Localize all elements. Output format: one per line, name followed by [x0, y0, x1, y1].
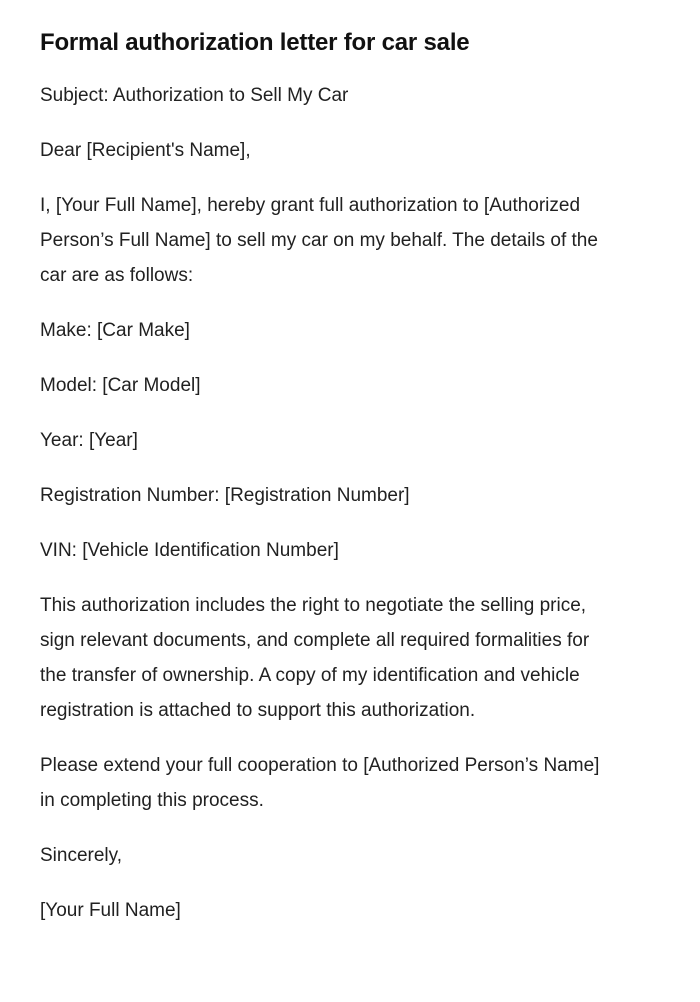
paragraph-vin: VIN: [Vehicle Identification Number]	[40, 540, 339, 561]
paragraph-model: Model: [Car Model]	[40, 375, 201, 396]
paragraph-cooperation-request: Please extend your full cooperation to [Authorized Person’s Name] in completing this process.	[40, 755, 600, 811]
paragraph-salutation: Dear [Recipient's Name],	[40, 140, 251, 161]
paragraph-subject: Subject: Authorization to Sell My Car	[40, 85, 349, 106]
paragraph-authorization-scope: This authorization includes the right to negotiate the selling price, sign relevant documents, and complete all required formalities for the transfer of ownership. A copy of my identification and vehicle registration is attached to support this authorization.	[40, 595, 590, 721]
paragraph-year: Year: [Year]	[40, 430, 138, 451]
document-title: Formal authorization letter for car sale	[40, 29, 470, 56]
paragraph-intro: I, [Your Full Name], hereby grant full authorization to [Authorized Person’s Full Name] to sell my car on my behalf. The details of the car are as follows:	[40, 195, 598, 286]
paragraph-make: Make: [Car Make]	[40, 320, 190, 341]
paragraph-registration-number: Registration Number: [Registration Number]	[40, 485, 410, 506]
paragraph-closing: Sincerely,	[40, 845, 123, 866]
paragraph-signature: [Your Full Name]	[40, 900, 181, 921]
